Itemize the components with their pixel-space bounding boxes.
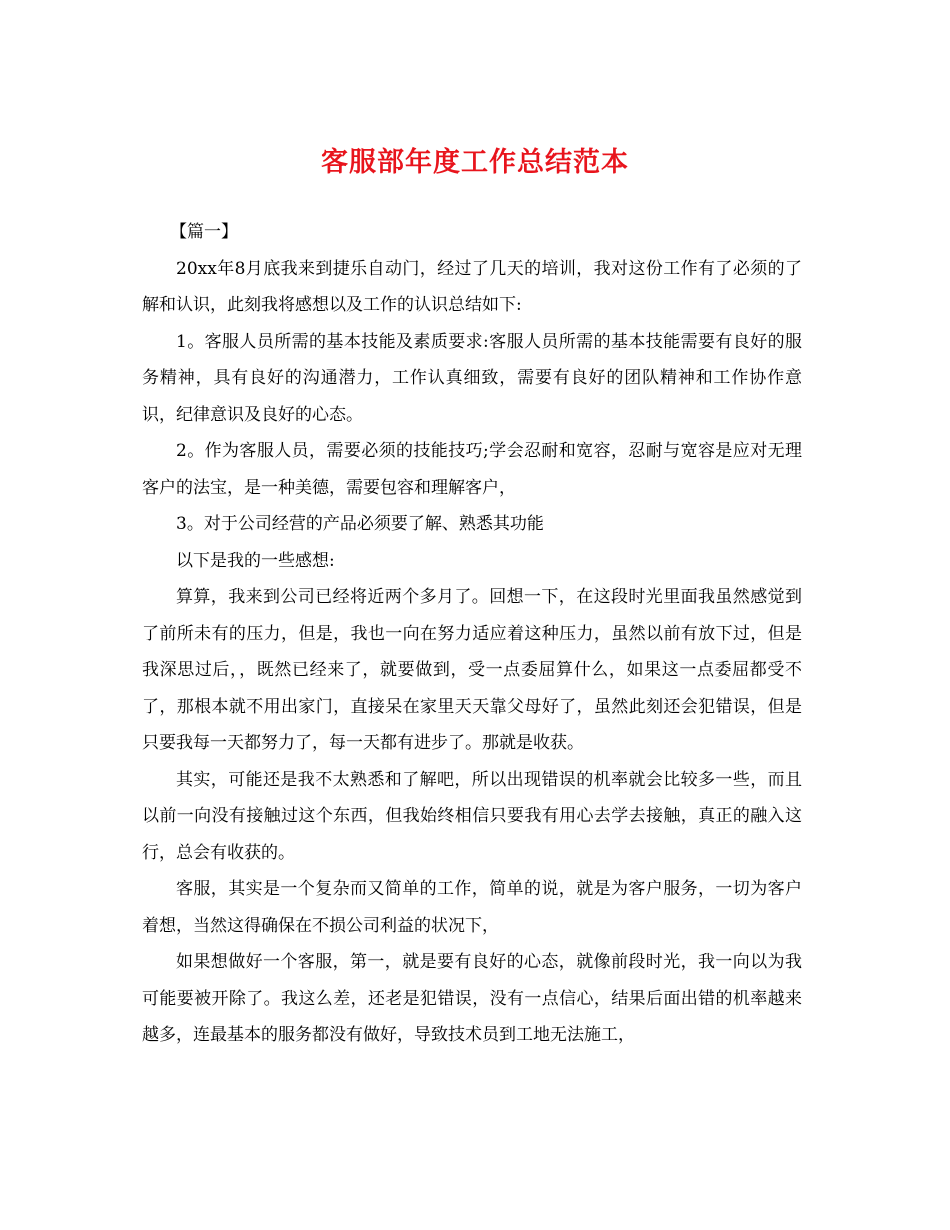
paragraph: 3。对于公司经营的产品必须要了解、熟悉其功能 bbox=[176, 514, 544, 534]
paragraph: 算算，我来到公司已经将近两个多月了。回想一下，在这段时光里面我虽然感觉到了前所未有的压力，但是，我也一向在努力适应着这种压力，虽然以前有放下过，但是我深思过后，，既然已经来了，就要做到，受一点委屈算什么，如果这一点委屈都受不了，那根本就不用出家门，直接呆在家里天天靠父母好了，虽然此刻还会犯错误，但是只要我每一天都努力了，每一天都有进步了。那就是收获。 bbox=[142, 587, 802, 753]
paragraph: 20xx年8月底我来到捷乐自动门，经过了几天的培训，我对这份工作有了必须的了解和认识，此刻我将感想以及工作的认识总结如下: bbox=[142, 258, 802, 315]
paragraph: 如果想做好一个客服，第一，就是要有良好的心态，就像前段时光，我一向以为我可能要被开除了。我这么差，还老是犯错误，没有一点信心，结果后面出错的机率越来越多，连最基本的服务都没有做好，导致技术员到工地无法施工， bbox=[142, 952, 802, 1045]
paragraph: 其实，可能还是我不太熟悉和了解吧，所以出现错误的机率就会比较多一些，而且以前一向没有接触过这个东西，但我始终相信只要我有用心去学去接触，真正的融入这行，总会有收获的。 bbox=[142, 769, 802, 863]
paragraph: 以下是我的一些感想: bbox=[176, 550, 335, 571]
document-title: 客服部年度工作总结范本 bbox=[321, 147, 629, 178]
paragraph: 1。客服人员所需的基本技能及素质要求:客服人员所需的基本技能需要有良好的服务精神，具有良好的沟通潜力，工作认真细致，需要有良好的团队精神和工作协作意识，纪律意识及良好的心态。 bbox=[142, 331, 802, 425]
paragraph: 客服，其实是一个复杂而又简单的工作，简单的说，就是为客户服务，一切为客户着想，当然这得确保在不损公司利益的状况下， bbox=[142, 879, 802, 936]
section-label: 【篇一】 bbox=[170, 222, 238, 242]
document-body bbox=[142, 214, 802, 1054]
paragraph: 2。作为客服人员，需要必须的技能技巧;学会忍耐和宽容，忍耐与宽容是应对无理客户的法宝，是一种美德，需要包容和理解客户， bbox=[142, 441, 802, 498]
